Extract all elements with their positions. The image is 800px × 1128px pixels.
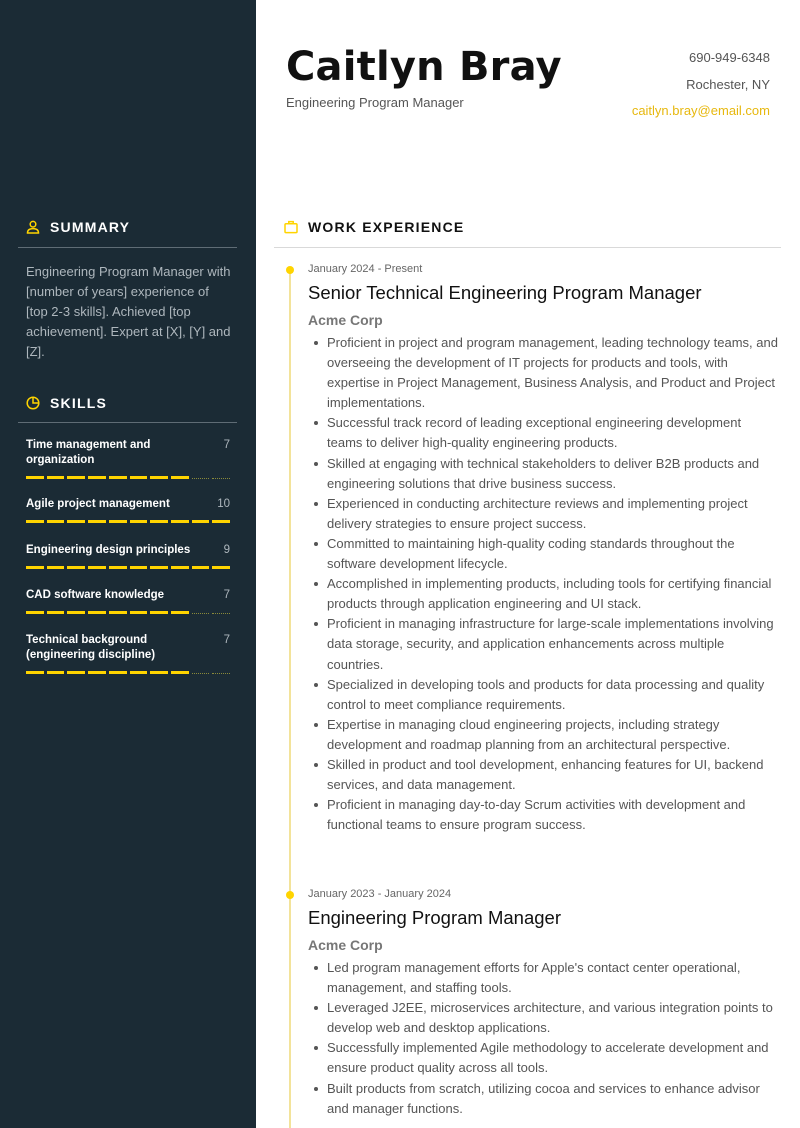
job-bullet: Successfully implemented Agile methodology to accelerate development and ensure product quality across all tools. <box>308 1038 778 1078</box>
candidate-name: Caitlyn Bray <box>286 44 562 90</box>
skill-rating: 7 <box>223 634 230 646</box>
job-company: Acme Corp <box>308 937 383 953</box>
phone-number: 690-949-6348 <box>689 50 770 65</box>
job-bullet: Proficient in managing infrastructure for large-scale implementations involving data storage, security, and application enhancements across multiple countries. <box>308 614 778 674</box>
skill-level-bar <box>26 566 230 569</box>
job-title: Senior Technical Engineering Program Manager <box>308 282 702 303</box>
skill-level-bar <box>26 520 230 523</box>
briefcase-icon <box>284 220 298 234</box>
skill-level-segment <box>26 611 64 614</box>
skill-level-segment <box>109 476 147 479</box>
skill-rating: 7 <box>223 439 230 451</box>
job-bullet: Skilled at engaging with technical stakeholders to deliver B2B products and engineering solutions that drive business success. <box>308 454 778 494</box>
skill-level-bar <box>26 671 230 674</box>
timeline-dot <box>286 266 294 274</box>
sidebar <box>0 0 256 1128</box>
skill-level-segment <box>26 671 64 674</box>
summary-text: Engineering Program Manager with [number of years] experience of [top 2-3 skills]. Achieved [top achievement]. Expert at [X], [Y] and [Z]. <box>26 264 231 359</box>
job-bullet: Accomplished in implementing products, including tools for certifying financial products through application engineering and UI stack. <box>308 574 778 614</box>
work-experience-heading <box>284 219 464 235</box>
skill-level-segment <box>26 566 64 569</box>
skill-name: Agile project management <box>26 498 170 510</box>
job-dates: January 2023 - January 2024 <box>308 888 452 900</box>
skill-level-segment <box>192 566 230 569</box>
skill-level-segment <box>150 671 188 674</box>
summary-heading <box>26 219 130 235</box>
job-bullet: Specialized in developing tools and products for data processing and quality control to meet compliance requirements. <box>308 675 778 715</box>
pie-chart-icon <box>26 396 40 410</box>
skill-item <box>26 543 230 569</box>
skill-level-segment <box>192 671 230 674</box>
job-dates: January 2024 - Present <box>308 263 423 275</box>
skill-level-segment <box>67 566 105 569</box>
skills-heading <box>26 395 107 411</box>
skill-name: Technical background (engineering discipline) <box>26 634 156 661</box>
skill-level-segment <box>109 671 147 674</box>
skill-level-segment <box>67 476 105 479</box>
job-bullet: Proficient in project and program management, leading technology teams, and overseeing the development of IT projects for products and tools, with expertise in Project Management, Business Analysis, and Product and Project implementations. <box>308 333 778 413</box>
skill-level-segment <box>67 611 105 614</box>
skill-level-segment <box>150 566 188 569</box>
skill-level-segment <box>67 520 105 523</box>
job-bullet: Led program management efforts for Apple's contact center operational, management, and staffing tools. <box>308 958 778 998</box>
skill-level-segment <box>150 611 188 614</box>
job-bullet: Committed to maintaining high-quality coding standards throughout the software development lifecycle. <box>308 534 778 574</box>
skill-level-segment <box>192 476 230 479</box>
summary-heading-label: SUMMARY <box>50 219 131 235</box>
skill-level-segment <box>26 520 64 523</box>
work-experience-heading-label: WORK EXPERIENCE <box>308 219 465 235</box>
job-bullets <box>308 958 778 1119</box>
main-content <box>256 0 800 1128</box>
skill-rating: 9 <box>223 544 230 556</box>
skill-item <box>26 438 230 479</box>
email-link[interactable]: caitlyn.bray@email.com <box>631 103 770 118</box>
job-bullet: Built products from scratch, utilizing cocoa and services to enhance advisor and manager functions. <box>308 1079 778 1119</box>
user-icon <box>26 220 40 234</box>
job-bullet: Proficient in managing day-to-day Scrum activities with development and functional teams to ensure program success. <box>308 795 778 835</box>
skill-item <box>26 633 230 674</box>
skill-level-segment <box>67 671 105 674</box>
skill-level-segment <box>26 476 64 479</box>
skill-item <box>26 588 230 614</box>
skill-level-bar <box>26 611 230 614</box>
job-entry <box>308 263 778 835</box>
job-bullet: Successful track record of leading exceptional engineering development teams to deliver high-quality engineering products. <box>308 413 778 453</box>
skill-level-segment <box>109 611 147 614</box>
skill-level-segment <box>150 520 188 523</box>
location: Rochester, NY <box>686 77 770 92</box>
skill-name: Engineering design principles <box>26 544 191 556</box>
job-bullet: Experienced in conducting architecture reviews and implementing project delivery strategies to ensure project success. <box>308 494 778 534</box>
summary-divider <box>18 247 237 248</box>
skill-name: Time management and organization <box>26 439 151 466</box>
skill-name: CAD software knowledge <box>26 589 165 601</box>
skill-level-segment <box>192 611 230 614</box>
skill-level-segment <box>150 476 188 479</box>
skill-level-bar <box>26 476 230 479</box>
job-title: Engineering Program Manager <box>308 907 561 928</box>
skill-level-segment <box>192 520 230 523</box>
work-experience-divider <box>274 247 781 248</box>
skill-rating: 7 <box>223 589 230 601</box>
job-bullet: Expertise in managing cloud engineering projects, including strategy development and roadmap planning from an architectural perspective. <box>308 715 778 755</box>
skill-item <box>26 497 230 523</box>
skill-rating: 10 <box>217 498 230 510</box>
skills-heading-label: SKILLS <box>50 395 107 411</box>
job-company: Acme Corp <box>308 312 383 328</box>
skill-level-segment <box>109 520 147 523</box>
job-bullet: Skilled in product and tool development, enhancing features for UI, backend services, and data management. <box>308 755 778 795</box>
job-entry <box>308 888 778 1119</box>
job-bullet: Leveraged J2EE, microservices architecture, and various integration points to develop web and desktop applications. <box>308 998 778 1038</box>
skill-level-segment <box>109 566 147 569</box>
timeline-line <box>289 268 291 1128</box>
timeline-dot <box>286 891 294 899</box>
skills-divider <box>18 422 237 423</box>
job-bullets <box>308 333 778 835</box>
candidate-role: Engineering Program Manager <box>286 95 464 110</box>
